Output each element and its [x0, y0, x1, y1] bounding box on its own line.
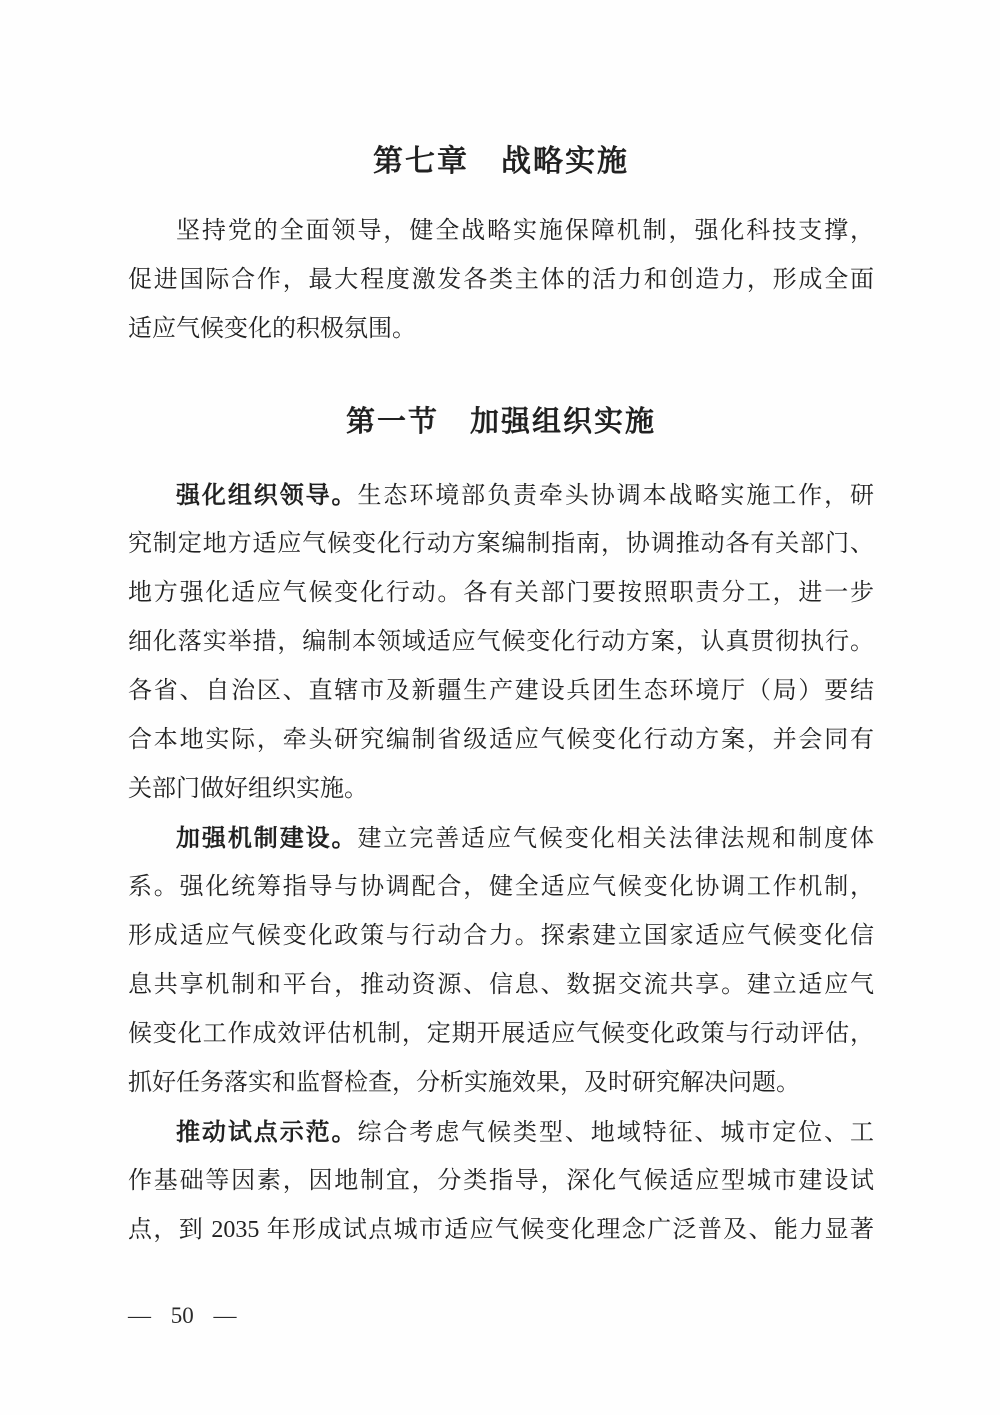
- page-number-dash-left: —: [128, 1303, 151, 1328]
- text-run: 细化落实举措，编制本领域适应气候变化行动方案，认真贯彻执行。: [128, 629, 874, 655]
- section-body: [128, 471, 874, 1255]
- text-line: [128, 1108, 874, 1157]
- chapter-title: 第七章 战略实施: [373, 145, 629, 178]
- text-run: 形成适应气候变化政策与行动合力。探索建立国家适应气候变化信: [128, 923, 874, 949]
- intro-paragraph: [128, 207, 874, 354]
- paragraph-lead: 强化组织领导。: [176, 482, 358, 509]
- text-line: [128, 961, 874, 1010]
- text-run: 适应气候变化的积极氛围。: [128, 316, 416, 342]
- text-run: 息共享机制和平台，推动资源、信息、数据交流共享。建立适应气: [128, 972, 874, 998]
- text-run: 关部门做好组织实施。: [128, 776, 368, 802]
- text-line: [128, 1059, 874, 1108]
- text-line: [128, 1010, 874, 1059]
- text-run: 生态环境部负责牵头协调本战略实施工作，研: [357, 483, 875, 509]
- text-line: [128, 256, 874, 305]
- paragraph-lead: 加强机制建设。: [176, 825, 358, 852]
- text-line: [128, 765, 874, 814]
- text-run: 地方强化适应气候变化行动。各有关部门要按照职责分工，进一步: [128, 580, 874, 606]
- page-number-dash-right: —: [213, 1303, 237, 1328]
- text-run: 坚持党的全面领导，健全战略实施保障机制，强化科技支撑，: [176, 218, 874, 244]
- text-line: [128, 207, 874, 256]
- text-run: 促进国际合作，最大程度激发各类主体的活力和创造力，形成全面: [128, 267, 874, 293]
- text-run: 合本地实际，牵头研究编制省级适应气候变化行动方案，并会同有: [128, 727, 874, 753]
- section-title: 第一节 加强组织实施: [345, 406, 656, 438]
- text-line: [128, 814, 874, 863]
- text-line: [128, 520, 874, 569]
- text-run: 候变化工作成效评估机制，定期开展适应气候变化政策与行动评估，: [128, 1021, 874, 1047]
- text-run: 点，到 2035 年形成试点城市适应气候变化理念广泛普及、能力显著: [128, 1217, 874, 1243]
- text-line: [128, 305, 874, 354]
- text-run: 各省、自治区、直辖市及新疆生产建设兵团生态环境厅（局）要结: [128, 678, 874, 704]
- text-line: [128, 716, 874, 765]
- text-line: [128, 912, 874, 961]
- text-run: 系。强化统筹指导与协调配合，健全适应气候变化协调工作机制，: [128, 874, 874, 900]
- paragraph-lead: 推动试点示范。: [176, 1119, 358, 1146]
- text-run: 作基础等因素，因地制宜，分类指导，深化气候适应型城市建设试: [128, 1168, 874, 1194]
- body-paragraph: [128, 814, 874, 1108]
- text-line: [128, 863, 874, 912]
- body-paragraph: [128, 1108, 874, 1255]
- text-line: [128, 471, 874, 520]
- body-paragraph: [128, 471, 874, 814]
- text-line: [128, 667, 874, 716]
- text-line: [128, 1206, 874, 1255]
- text-line: [128, 618, 874, 667]
- page-number: [128, 1301, 237, 1331]
- text-line: [128, 569, 874, 618]
- page-number-value: 50: [170, 1303, 194, 1328]
- text-run: 综合考虑气候类型、地域特征、城市定位、工: [357, 1120, 875, 1146]
- text-run: 建立完善适应气候变化相关法律法规和制度体: [357, 826, 875, 852]
- text-line: [128, 1157, 874, 1206]
- text-run: 抓好任务落实和监督检查，分析实施效果，及时研究解决问题。: [128, 1070, 800, 1096]
- text-run: 究制定地方适应气候变化行动方案编制指南，协调推动各有关部门、: [128, 531, 874, 557]
- page-content: [128, 144, 874, 1255]
